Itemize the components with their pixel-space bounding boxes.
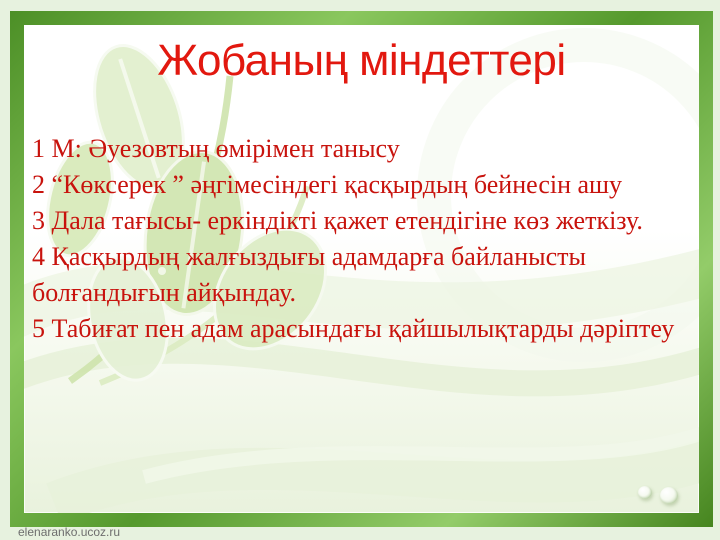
slide-title: Жобаның міндеттері [157, 36, 566, 85]
objective-item-5: 5 Табиғат пен адам арасындағы қайшылықтарды дәріптеу [32, 314, 675, 343]
objective-item-3: 3 Дала тағысы- еркіндікті қажет етендігіне көз жеткізу. [32, 206, 643, 235]
objective-item-2: 2 “Көксерек ” әңгімесіндегі қасқырдың бейнесін ашу [32, 170, 623, 199]
watermark-text: elenaranko.ucoz.ru [18, 525, 121, 539]
objective-item-4: 4 Қасқырдың жалғыздығы адамдарға байланысты болғандығын айқындау. [32, 242, 586, 307]
objectives-list [32, 131, 690, 347]
water-droplet-decoration [660, 487, 678, 504]
water-droplet-decoration [638, 486, 652, 499]
objective-item-1: 1 М: Әуезовтың өмірімен танысу [32, 134, 400, 163]
slide-content-area [24, 25, 699, 513]
